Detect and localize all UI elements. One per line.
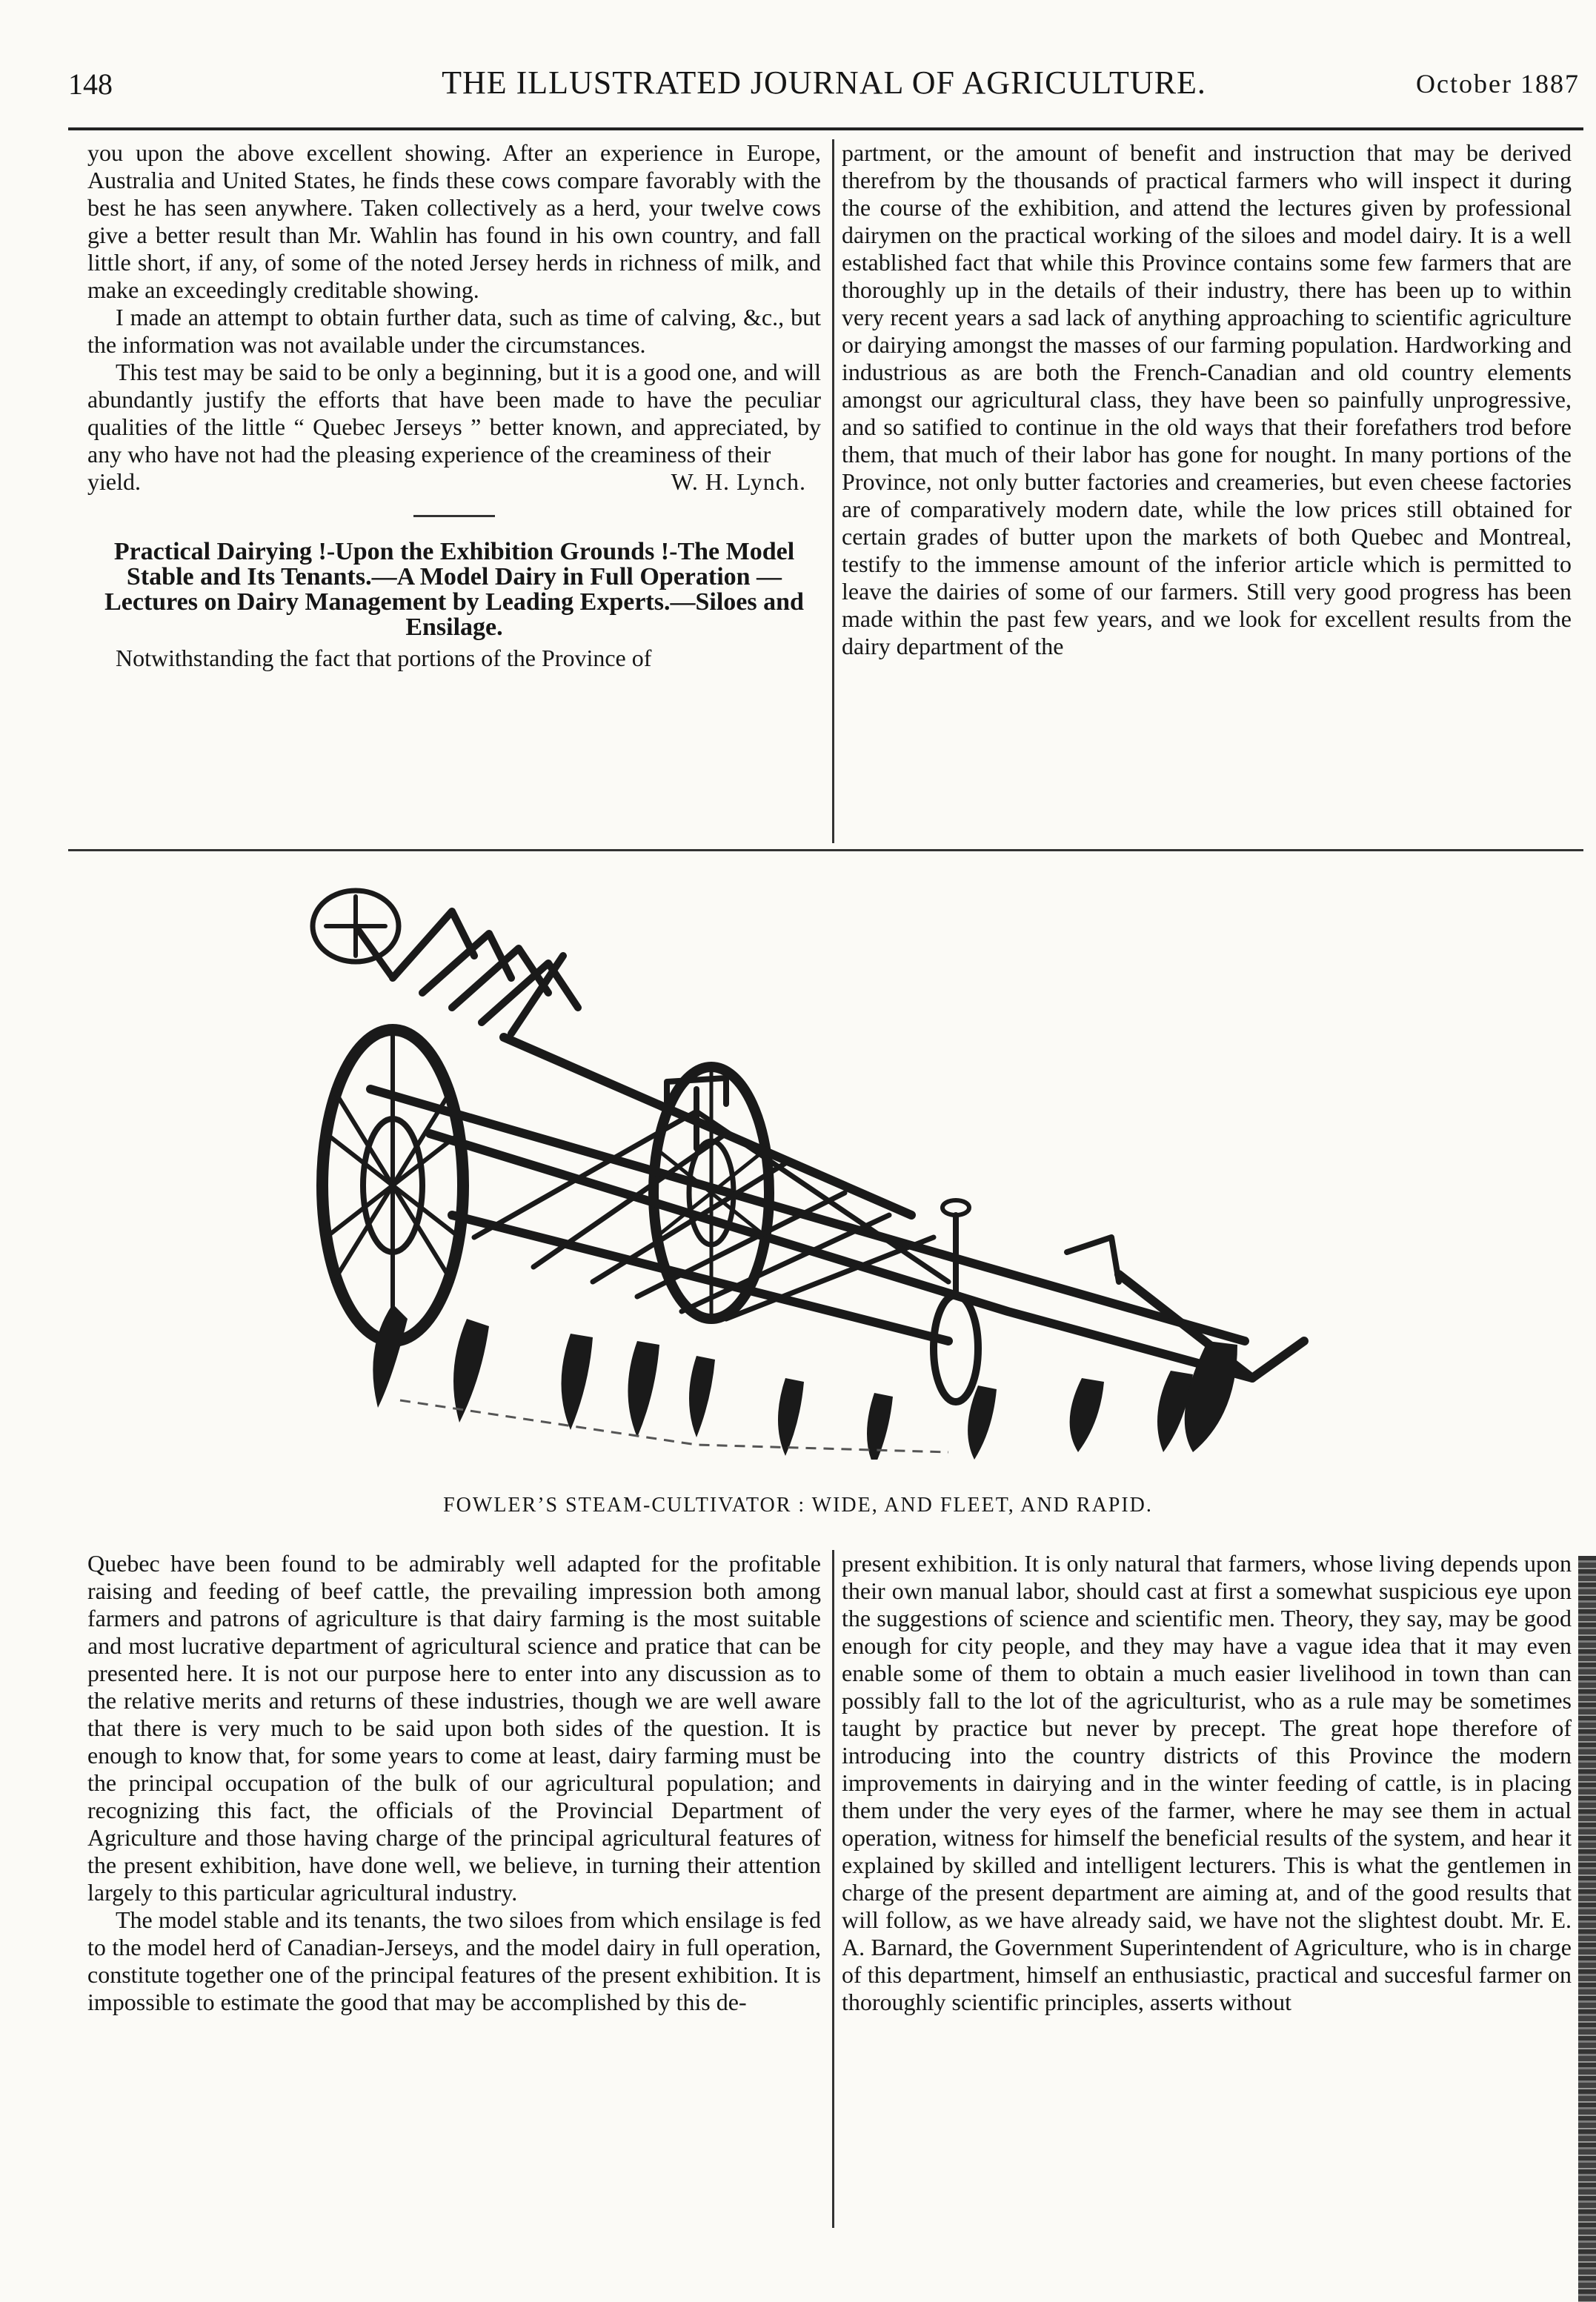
top-left-column (87, 139, 821, 672)
front-wheel (934, 1295, 978, 1402)
article-paragraph: partment, or the amount of benefit and instruction that may be derived therefrom by the thousands of practical farmers who will inspect it during the course of the exhibition, and attend the lectures given by professional dairymen on the practical working of the siloes and model dairy. It is a well established fact that while this Province contains some few farmers that are thoroughly up in the details of their industry, there has been up to within very recent years a sad lack of anything approaching to scientific agriculture or dairying amongst the masses of our farming population. Hardworking and industrious as are both the French-Canadian and old country elements amongst our agricultural class, they have been so painfully unprogressive, and so satified to continue in the old ways that their forefathers trod before them, that much of their labor has gone for nought. In many portions of the Province, not only butter factories and creameries, but even cheese factories are of comparatively modern date, while the low prices still obtained for certain grades of butter upon the markets of both Quebec and Montreal, testify to the immense amount of the inferior article which is permitted to leave the dairies of some of our farmers. Still very good progress has been made within the past few years, and we look for excellent results from the dairy department of the (842, 139, 1572, 659)
section-heading: Practical Dairying !-Upon the Exhibition Grounds !-The Model Stable and Its Tenants.—A Model Dairy in Full Operation —Lectures on Dairy Management by Leading Experts.—Siloes and Ensilage. (104, 538, 804, 641)
bottom-right-column (842, 1550, 1572, 2016)
signature-lead: yield. (87, 468, 141, 495)
cultivator-tines (373, 1304, 1237, 1460)
article-paragraph: I made an attempt to obtain further data, such as time of calving, &c., but the information was not available under the circumstances. (87, 304, 821, 358)
article-paragraph: you upon the above excellent showing. After an experience in Europe, Australia and United States, he finds these cows compare favorably with the best he has seen anywhere. Taken collectively as a herd, your twelve cows give a better result than Mr. Wahlin has found in his own country, and fall little short, if any, of some of the noted Jersey herds in richness of milk, and make an exceedingly creditable showing. (87, 139, 821, 303)
signature-line (87, 468, 821, 496)
article-paragraph: This test may be said to be only a beginning, but it is a good one, and will abundantly justify the efforts that have been made to have the peculiar qualities of the little “ Quebec Jerseys ” better known, and appreciated, by any who have not had the pleasing experience of the creaminess of their (87, 359, 821, 468)
author-signature: W. H. Lynch. (671, 468, 806, 495)
running-header (68, 58, 1580, 110)
issue-date: October 1887 (1416, 69, 1580, 99)
figure-caption: FOWLER’S STEAM-CULTIVATOR : WIDE, AND FLEET, AND RAPID. (443, 1494, 1153, 1517)
journal-title: THE ILLUSTRATED JOURNAL OF AGRICULTURE. (442, 64, 1206, 101)
article-paragraph: present exhibition. It is only natural that farmers, whose living depends upon their own manual labor, should cast at first a somewhat suspicious eye upon the suggestions of science and scientific men. Theory, they say, may be good enough for city people, and they may have a vague idea that it may even enable some of them to obtain a much easier livelihood in town than can possibly fall to the lot of the agriculturist, who as a rule may be sometimes taught by practice but never by precept. The great hope therefore of introducing into the country districts of this Province the modern improvements in dairying and in the winter feeding of cattle, is in placing them under the very eyes of the farmer, where he may see them in actual operation, witness for himself the beneficial results of the system, and hear it explained by skilled and intelligent lecturers. This is what the gentlemen in charge of the present department are aiming at, and of the good results that will follow, as we have already said, we have not the slightest doubt. Mr. E. A. Barnard, the Government Superintendent of Agriculture, who is in charge of this department, himself an enthusiastic, practical and succesful farmer on thoroughly scientific principles, asserts without (842, 1550, 1572, 2015)
column-divider (832, 1550, 834, 2228)
article-paragraph: Notwithstanding the fact that portions of the Province of (116, 645, 652, 671)
section-separator (413, 515, 495, 517)
scan-edge-artifact (1578, 1556, 1596, 2302)
article-paragraph: The model stable and its tenants, the two siloes from which ensilage is fed to the model herd of Canadian-Jerseys, and the model dairy in full operation, constitute together one of the principal features of the present exhibition. It is impossible to estimate the good that may be accomplished by this de- (87, 1906, 821, 2015)
page-number: 148 (68, 67, 113, 101)
bottom-left-column (87, 1550, 821, 2016)
header-rule (68, 127, 1583, 130)
figure-top-rule (68, 849, 1583, 851)
top-right-column (842, 139, 1572, 660)
column-divider (832, 139, 834, 843)
article-paragraph: Quebec have been found to be admirably well adapted for the profitable raising and feeding of beef cattle, the prevailing impression both among farmers and patrons of agriculture is that dairy farming is the most suitable and most lucrative department of agricultural science and pratice that can be presented here. It is not our purpose here to enter into any discussion as to the relative merits and returns of these industries, though we are well aware that there is very much to be said upon both sides of the question. It is enough to know that, for some years to come at least, dairy farming must be the principal occupation of the bulk of our agricultural population; and recognizing this fact, the officials of the Provincial Department of Agriculture and those having charge of the principal agricultural features of the present exhibition, have done well, we believe, in turning their attention largely to this particular agricultural industry. (87, 1550, 821, 1906)
steam-cultivator-illustration (282, 867, 1341, 1460)
